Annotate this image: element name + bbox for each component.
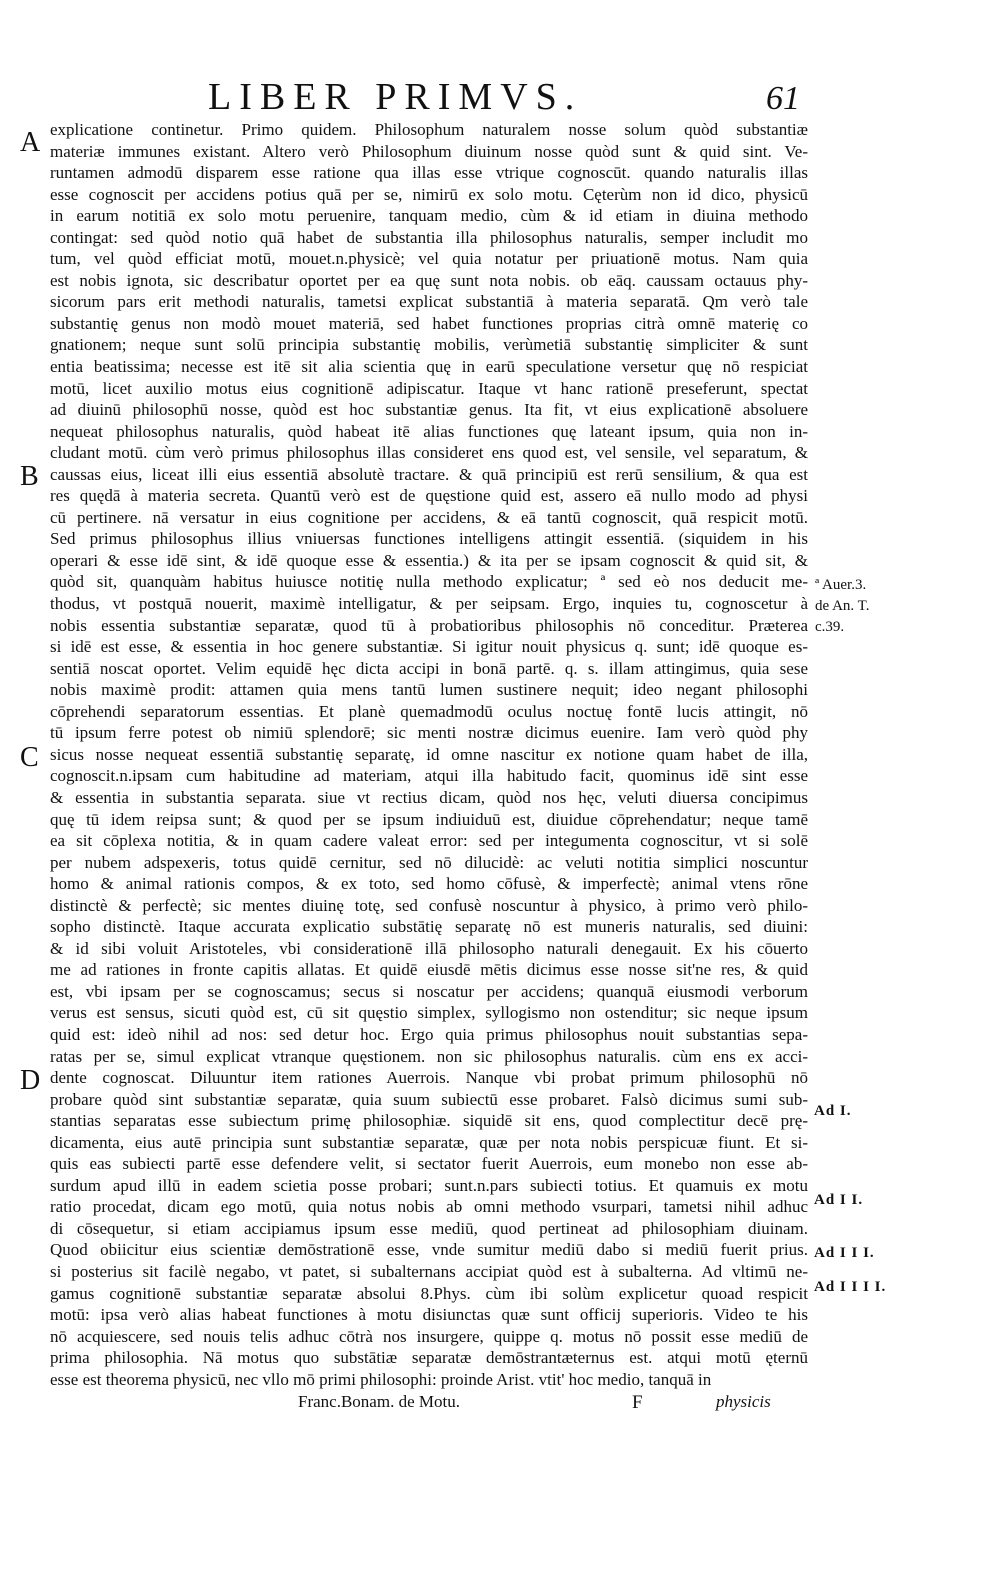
body-text bbox=[50, 119, 808, 1390]
text-line: quid est: ideò nihil ad nos: sed detur hoc. Ergo quia primus philosophus nouit substantias sepa- bbox=[50, 1024, 808, 1044]
text-line: dicamenta, eius autē principia sunt substantiæ separatæ, quæ per nota nobis perspicuæ fiunt. Et si- bbox=[50, 1132, 808, 1152]
text-line: distinctè & perfectè; sic mentes diuinę totę, sed confusè noscuntur à physico, à primo verò philo- bbox=[50, 895, 808, 915]
text-line: substantię genus non modò mouet materiā, sed habet functiones proprias citrà omnē materię co bbox=[50, 313, 808, 333]
margin-ref-ad-3: Ad I I I. bbox=[814, 1245, 875, 1261]
text-line: esse est theorema physicū, nec vllo mō primi philosophi: proinde Arist. vtit' hoc medio, tanquā in bbox=[50, 1369, 712, 1389]
text-line: cū pertinere. nā versatur in eius cognitione per accidens, & eā tantū cognoscit, quā respicit motū. bbox=[50, 507, 808, 527]
section-letter-b: B bbox=[20, 461, 39, 492]
text-line: tū ipsum ferre potest ob nimiū splendorē; sic menti nostræ dicimus euenire. Iam verò quòd phy bbox=[50, 723, 808, 743]
margin-ref-ad-4: Ad I I I I. bbox=[814, 1279, 887, 1295]
text-line: est, vbi ipsam per se cognoscamus; secus si noscatur per accidens; quanquā eiusmodi verborum bbox=[50, 981, 808, 1001]
running-title: LIBER PRIMVS. bbox=[208, 76, 583, 118]
text-line: motū, licet auxilio motus eius cognitionē adipiscatur. Itaque vt hanc rationē preseferunt, spectat bbox=[50, 378, 808, 398]
text-line: nequeat philosophus naturalis, quòd habeat itē alias functiones quę lateant ipsum, quia non in- bbox=[50, 421, 808, 441]
text-line: sicus nosse nequeat essentiā substantię separatę, id omne nascitur ex notione quam habet de illa, bbox=[50, 744, 808, 764]
text-line: motū: ipsa verò alias habeat functiones à motu disiunctas quæ sunt officij superioris. Video te his bbox=[50, 1305, 808, 1325]
page-footer bbox=[0, 1392, 1000, 1422]
text-line: prima philosophia. Nā motus quo substātiæ separatæ demōstrantæternus est. atqui motū ęternū bbox=[50, 1348, 808, 1368]
text-line: cludant motū. cùm verò primus philosophus illas consideret ens quod est, vel sensile, vel separatum, & bbox=[50, 443, 808, 463]
text-line: tum, vel quòd efficiat motū, mouet.n.physicè; vel quia notatur per priuationē motus. Nam quia bbox=[50, 249, 808, 269]
text-line: res quędā à materia secreta. Quantū verò est de quęstione quid est, assero eā nullo modo ad physi bbox=[50, 486, 808, 506]
margin-ref-ad-2: Ad I I. bbox=[814, 1192, 864, 1208]
text-line: in earum notitiā ex solo motu peruenire, tanquam medio, cùm & id etiam in diuina methodo bbox=[50, 206, 808, 226]
text-line: ratas per se, simul explicat vtranque quęstionem. non sic philosophus naturalis. cùm ens ex acci- bbox=[50, 1046, 808, 1066]
text-line: explicatione continetur. Primo quidem. Philosophum naturalem nosse solum quòd substantiæ bbox=[50, 120, 808, 139]
text-line: homo & animal rationis compos, & ex toto, sed homo cōfusè, & imperfectè; animal vtens rōne bbox=[50, 874, 808, 894]
text-line: probare quòd sint substantiæ separatæ, quia suum subiectū esse probaret. Falsò dicimus sumi sub- bbox=[50, 1089, 808, 1109]
catchword: physicis bbox=[716, 1392, 771, 1411]
text-line: esse cognoscit per accidens potius quā per se, nimirū ex solo motu. Cęterùm non id dico, physicū bbox=[50, 184, 808, 204]
text-line: & id sibi voluit Aristoteles, vbi considerationē illā philosopho naturali denegauit. Ex his cōuerto bbox=[50, 938, 808, 958]
text-line: quòd sit, quanquàm habitus huiusce notitię nulla methodo explicatur; ª sed eò nos deducit me- bbox=[50, 572, 808, 592]
text-line: verus est sensus, sicuti quòd est, cū sit quęstio simplex, syllogismo non ostenditur; sic neque ipsum bbox=[50, 1003, 808, 1023]
footer-signature-title: Franc.Bonam. de Motu. bbox=[298, 1392, 460, 1411]
text-line: ratio procedat, dicam ego motū, quia notus nobis ab omni methodo vsurpari, tametsi nihil adhuc bbox=[50, 1197, 808, 1217]
text-line: Sed primus philosophus illius vniuersas functiones intelligens attingit essentiā. (siquidem in his bbox=[50, 529, 808, 549]
text-line: & essentia in substantia separata. siue vt rectius dicam, quòd nos hęc, veluti diuersa concipimus bbox=[50, 787, 808, 807]
section-letter-c: C bbox=[20, 742, 39, 773]
text-line: runtamen admodū disparem esse ratione qua illas esse vtrique cognoscūt. quando naturalis illas bbox=[50, 163, 808, 183]
text-line: sentiā noscat oportet. Velim equidē hęc dicta accipi in bonā partē. q. s. illam attingimus, quia sese bbox=[50, 658, 808, 678]
text-line: ad diuinū philosophū nosse, quòd est hoc substantiæ genus. Ita fit, vt eius explicationē absoluere bbox=[50, 400, 808, 420]
text-line: entia beatissima; necesse est itē sit alia scientia quę in earū speculatione versetur quę nō respiciat bbox=[50, 357, 808, 377]
signature-mark: F bbox=[632, 1392, 643, 1413]
text-line: per nubem adspexeris, totus quidē cernitur, sed nō dilucidè: ac veluti notitia simplici noscuntur bbox=[50, 852, 808, 872]
text-line: nobis maximè prodit: attamen quia mens tantū lumen sustinere nequit; ideo negant philosophi bbox=[50, 680, 808, 700]
section-letter-d: D bbox=[20, 1065, 41, 1096]
text-line: sicorum pars erit methodi naturalis, tametsi explicat substantiā à materia separatā. Qm verò tale bbox=[50, 292, 808, 312]
text-line: si idē est esse, & essentia in hoc genere substantiæ. Si igitur nouit physicus q. sunt; idē quoque es- bbox=[50, 637, 808, 657]
text-line: operari & esse idē sint, & idē quoque esse & essentia.) & ita per se ipsam cognoscit & quid sit, & bbox=[50, 550, 808, 570]
margin-note-averroes-2: de An. T. bbox=[815, 598, 870, 614]
margin-note-averroes-3: c.39. bbox=[815, 619, 845, 635]
text-line: cōprehendi separatorum essentias. Et planè quemadmodū oculus noctuę fontē lucis attingit, nō bbox=[50, 701, 808, 721]
text-line: sopho distinctè. Itaque accurata explicatio substātię separatę nō est muneris naturalis, sed diuini: bbox=[50, 917, 808, 937]
text-line: thodus, vt postquā nouerit, maximè intelligatur, & per seipsam. Ergo, inquies tu, cognoscetur à bbox=[50, 594, 808, 614]
text-line: surdum apud illū in eadem scietia posse probari; sunt.n.pars subiecti totius. Et quamuis ex motu bbox=[50, 1175, 808, 1195]
text-line: di cōsequetur, si etiam accipiamus ipsum esse mediū, quod pertineat ad philosophiam diuinam. bbox=[50, 1218, 808, 1238]
margin-ref-ad-1: Ad I. bbox=[814, 1103, 852, 1119]
text-line: cognoscit.n.ipsam cum habitudine ad materiam, atqui illa habitudo facit, quominus idē sint esse bbox=[50, 766, 808, 786]
text-line: stantias separatas esse subiectum primę philosophiæ. siquidē sit ens, quod complectitur decē prę- bbox=[50, 1111, 808, 1131]
margin-note-averroes-1: ª Auer.3. bbox=[815, 577, 867, 593]
text-line: materiæ immunes existant. Altero verò Philosophum diuinum nosse quòd sunt & quid sint. Ve- bbox=[50, 141, 808, 161]
text-line: quis eas subiecti partē esse defendere velit, si sectator fuerit Auerrois, eum monebo non esse ab- bbox=[50, 1154, 808, 1174]
text-line: gamus cognitionē substantiæ separatæ absolui 8.Phys. cùm ibi solùm explicetur quoad respicit bbox=[50, 1283, 808, 1303]
text-line: contingat: sed quòd notio quā habet de substantia illa philosophus naturalis, semper includit mo bbox=[50, 227, 808, 247]
text-line: si posterius sit facilè negabo, vt patet, si subalternans accipiat quòd est à subalterna. Ad vltimū ne- bbox=[50, 1261, 808, 1281]
text-line: ea sit cōplexa notitia, & in quam cadere valeat error: sed per integumenta cognoscitur, vt si solē bbox=[50, 831, 808, 851]
text-line: me ad rationes in fronte capitis allatas. Et quidē eiusdē mētis dicimus esse nosse sit'ne res, & quid bbox=[50, 960, 808, 980]
section-letter-a: A bbox=[20, 127, 41, 158]
page-header bbox=[0, 74, 1000, 124]
page-number: 61 bbox=[766, 80, 800, 117]
text-line: dente cognoscat. Diluuntur item rationes Auerrois. Nanque vbi probat primum philosophū nō bbox=[50, 1068, 808, 1088]
text-line: quę tū idem reipsa sunt; & quod per se ipsum indiuiduū est, diuidue cōprehendatur; neque tamē bbox=[50, 809, 808, 829]
text-line: caussas eius, liceat illi eius essentiā absolutè tractare. & quā principiū est rerū sensilium, & qua est bbox=[50, 464, 808, 484]
text-line: nobis essentia substantiæ separatæ, quod tū à probatioribus philosophis nō conceditur. Præterea bbox=[50, 615, 808, 635]
text-line: Quod obiicitur eius scientiæ demōstrationē esse, vnde sumitur mediū dabo si mediū fuerit prius. bbox=[50, 1240, 808, 1260]
text-line: est nobis ignota, sic describatur oportet per ea quę sunt nota nobis. ob eāq. caussam octauus phy- bbox=[50, 270, 808, 290]
text-line: nō acquiescere, sed nouis telis adhuc cōtrà nos insurgere, quippe q. motus nō possit esse mediū de bbox=[50, 1326, 808, 1346]
text-line: gnationem; neque sunt solū principia substantię mobilis, verùmetiā substantię simpliciter & sunt bbox=[50, 335, 808, 355]
